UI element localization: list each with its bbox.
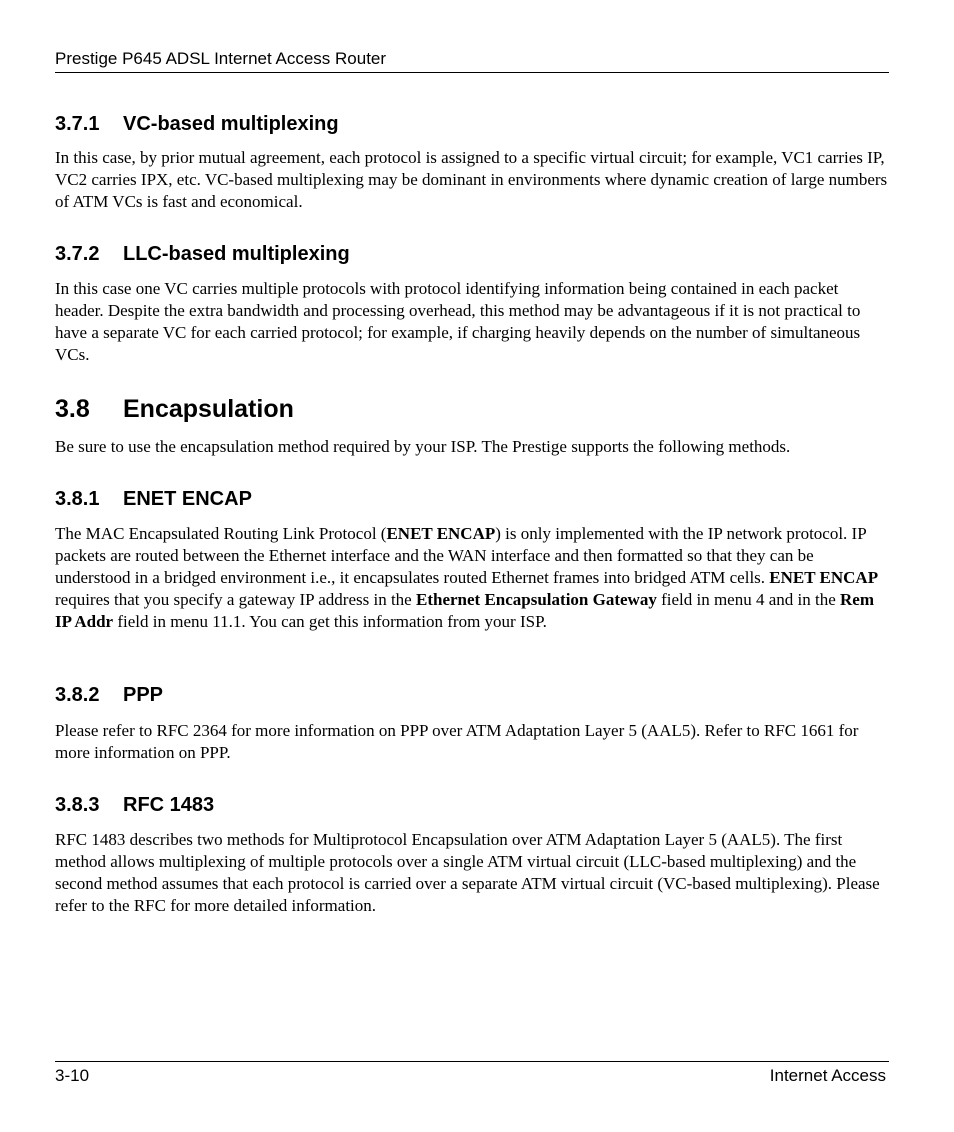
section-number: 3.8 (55, 395, 90, 423)
section-number: 3.7.2 (55, 243, 100, 265)
section-body-3-7-1: In this case, by prior mutual agreement, each protocol is assigned to a specific virtual circuit; for example, VC1 carries IP, VC2 carries IPX, etc. VC-based multiplexing may be dominant in environments where dynamic creation of large numbers of ATM VCs is fast and economical. (55, 148, 888, 211)
section-number: 3.7.1 (55, 113, 100, 135)
body-text: field in menu 11.1. You can get this information from your ISP. (113, 612, 547, 631)
body-text: requires that you specify a gateway IP address in the (55, 590, 416, 609)
body-text: ) is only implemented with the IP network protocol. IP packets are routed between the Ethernet interface and the WAN interface and then formatted so that they can be understood in a bridged environment i.e., it encapsulates routed Ethernet frames into bridged ATM cells. (55, 524, 867, 587)
body-bold-term: ENET ENCAP (386, 524, 496, 543)
section-heading-3-8-2 (55, 683, 163, 707)
section-title: VC-based multiplexing (123, 113, 339, 135)
section-body-3-8: Be sure to use the encapsulation method required by your ISP. The Prestige supports the following methods. (55, 437, 791, 456)
section-title: ENET ENCAP (123, 488, 252, 510)
section-heading-3-8 (55, 394, 294, 424)
header-title: Prestige P645 ADSL Internet Access Router (55, 49, 387, 68)
body-text: The MAC Encapsulated Routing Link Protocol ( (55, 524, 387, 543)
body-bold-term: Rem IP Addr (55, 590, 874, 631)
section-title: PPP (123, 684, 164, 706)
section-heading-3-7-1 (55, 112, 339, 136)
running-footer (55, 1061, 889, 1087)
body-bold-term: Ethernet Encapsulation Gateway (415, 590, 657, 609)
section-body-3-8-3: RFC 1483 describes two methods for Multiprotocol Encapsulation over ATM Adaptation Layer 5 (AAL5). The first method allows multiplexing of multiple protocols over a single ATM virtual circuit (LLC-based multiplexing) and the second method assumes that each protocol is carried over a separate ATM virtual circuit (VC-based multiplexing). Please refer to the RFC for more detailed information. (55, 830, 880, 915)
body-text: field in menu 4 and in the (656, 590, 841, 609)
running-header (55, 48, 889, 73)
section-body-3-7-2: In this case one VC carries multiple protocols with protocol identifying information being contained in each packet header. Despite the extra bandwidth and processing overhead, this method may be advantageous if it is not practical to have a separate VC for each carried protocol; for example, if charging heavily depends on the number of simultaneous VCs. (55, 279, 861, 364)
section-number: 3.8.3 (55, 794, 100, 816)
body-bold-term: ENET ENCAP (769, 568, 879, 587)
section-body-3-8-1 (55, 523, 889, 633)
section-heading-3-7-2 (55, 242, 350, 266)
section-title: LLC-based multiplexing (123, 243, 350, 265)
section-number: 3.8.2 (55, 684, 100, 706)
section-heading-3-8-1 (55, 487, 252, 511)
section-body-3-8-2: Please refer to RFC 2364 for more information on PPP over ATM Adaptation Layer 5 (AAL5). Refer to RFC 1661 for more information on PPP. (55, 721, 859, 762)
section-title: RFC 1483 (123, 794, 215, 816)
section-title: Encapsulation (123, 395, 294, 423)
section-heading-3-8-3 (55, 793, 214, 817)
page-number: 3-10 (55, 1066, 90, 1085)
section-number: 3.8.1 (55, 488, 100, 510)
chapter-name: Internet Access (769, 1066, 886, 1085)
